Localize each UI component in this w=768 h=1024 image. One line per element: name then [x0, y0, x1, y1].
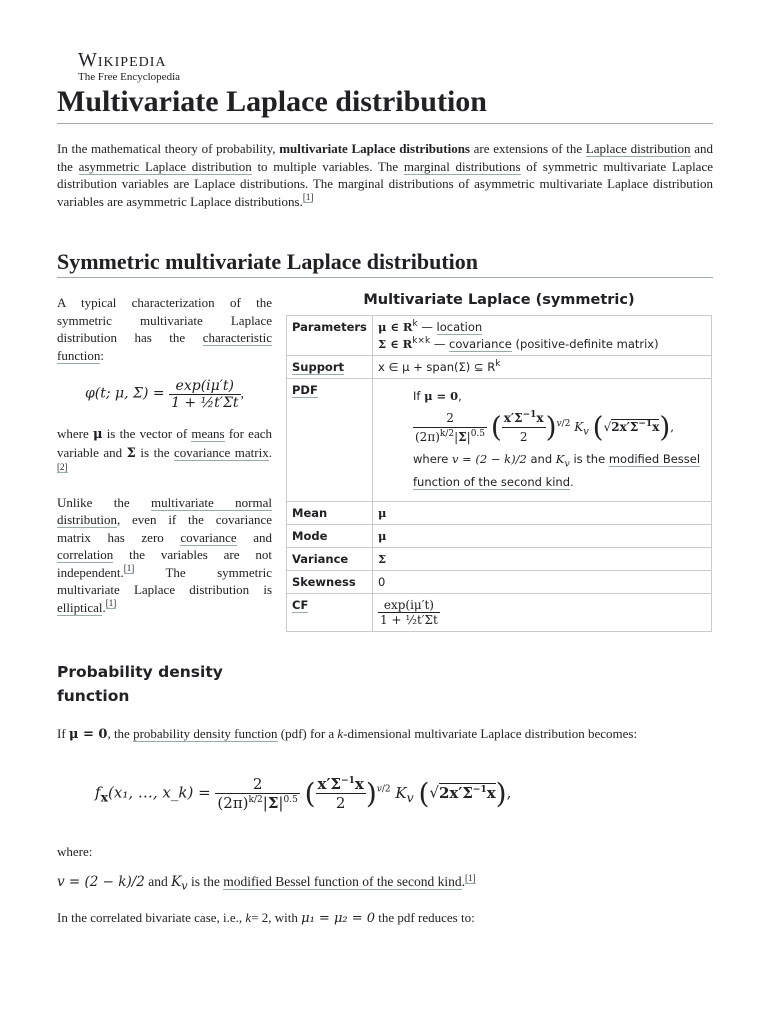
support-link[interactable]: Support: [292, 360, 345, 374]
section-divider: [57, 277, 713, 278]
page-title: Multivariate Laplace distribution: [57, 85, 487, 118]
cf-lhs: φ(t; μ, Σ) =: [85, 385, 170, 402]
corr-text-a: In the correlated bivariate case, i.e.,: [57, 910, 246, 925]
cf-value: [373, 594, 712, 632]
support-value: [373, 356, 712, 379]
infobox-row-parameters: [287, 316, 712, 356]
p2-text-e: .: [268, 444, 272, 460]
corr-text-c: the pdf reduces to:: [375, 910, 475, 925]
pdf-intro-paragraph: [57, 725, 713, 744]
intro-paragraph: [57, 140, 713, 210]
correlation-link[interactable]: correlation: [57, 547, 114, 562]
p2-text-b: is the vector of: [102, 426, 192, 441]
parameters-value: [373, 316, 712, 356]
support-expression: x ∈ μ + span(Σ) ⊆ R: [378, 360, 496, 374]
pdf-intro-t2: (pdf) for a: [277, 726, 338, 741]
pdf-intro-k: k: [337, 726, 344, 741]
corr-mu: μ₁ = μ₂ = 0: [301, 911, 376, 926]
where-label: where:: [57, 844, 93, 859]
mean-label: Mean: [287, 502, 373, 525]
pdf-intro-t1: , the: [107, 726, 134, 741]
formula-f: f: [95, 783, 101, 802]
infobox-row-variance: [287, 548, 712, 571]
variance-value: Σ: [373, 548, 712, 571]
bivariate-paragraph: [57, 909, 713, 928]
characteristic-function-link[interactable]: characteristic function: [57, 330, 272, 363]
formula-f-sub: x: [100, 789, 109, 805]
title-divider: [57, 123, 713, 124]
param-sigma-sup: k×k: [412, 336, 431, 347]
wikipedia-tagline: The Free Encyclopedia: [78, 71, 181, 83]
section-heading-pdf: Probability density function: [57, 663, 223, 705]
elliptical-link[interactable]: elliptical: [57, 599, 103, 615]
pdf-formula-infobox: $\frac{2}{(2\pi)^{k/2}|\Sigma|^{0.5}}$ ( $\frac{x'\Sigma^{-1}x}{2}$ )$^{v/2}$ $K_v$ $(√2x'\Sigma^{-1}x)$,: [415, 410, 675, 444]
cf-infobox-fraction: [378, 598, 440, 627]
infobox-title: Multivariate Laplace (symmetric): [363, 292, 635, 308]
pdf-link[interactable]: PDF: [292, 383, 318, 397]
infobox-row-support: [287, 356, 712, 379]
v-and: and: [144, 874, 172, 889]
kv-sub: v: [181, 879, 188, 893]
pdf-if: If: [413, 389, 425, 403]
pdf-intro-if: If: [57, 726, 69, 741]
p3-text-c: and: [236, 529, 272, 545]
p3-text-a: Unlike the: [57, 494, 151, 510]
left-column: [57, 294, 272, 616]
p3-text-f: .: [102, 599, 106, 615]
pdf-coef-fraction: $\frac{2}{(2\pi)^{k/2}|\Sigma|^{0.5}}$: [415, 411, 486, 444]
wikipedia-wordmark: Wikipedia: [78, 49, 167, 71]
cf-label[interactable]: [287, 594, 373, 632]
sigma-symbol: Σ: [126, 445, 136, 461]
intro-text-5: of symmetric multivariate Laplace distribution variables are Laplace distributions. The marginal distributions of asymmetric multivariate Laplace distribution variables are asymmetric Laplace distributions.: [57, 158, 713, 209]
pdf-intro-t3: -dimensional multivariate Laplace distribution becomes:: [343, 726, 638, 741]
mode-value: μ: [373, 525, 712, 548]
bessel-function-infobox-link[interactable]: modified Bessel function of the second kind: [413, 452, 701, 490]
formula-quadform-fraction: $\frac{x'\Sigma^{-1}x}{2}$: [317, 775, 364, 812]
v-end: .: [461, 874, 466, 889]
kv-symbol: K: [171, 874, 182, 890]
covariance-matrix-link[interactable]: covariance matrix: [173, 444, 269, 460]
parameters-label: Parameters: [287, 316, 373, 356]
intro-bold-term: multivariate Laplace distributions: [279, 141, 470, 156]
reference-1-link-c[interactable]: [1]: [105, 598, 117, 609]
marginal-distributions-link[interactable]: marginal distributions: [403, 158, 521, 174]
mean-covariance-paragraph: [57, 425, 272, 480]
infobox-row-skewness: [287, 571, 712, 594]
param-mu-dash: —: [417, 320, 437, 334]
pdf-value: [373, 379, 712, 502]
characteristic-function-formula: φ(t; μ, Σ) = $\frac{\exp(i\mu't)}{\text{1 + ½t′Σt}}$ ,: [85, 378, 244, 411]
skewness-label: Skewness: [287, 571, 373, 594]
infobox-row-pdf: [287, 379, 712, 502]
cf-infobox-denominator: 1 + ½t′Σt: [380, 613, 438, 628]
independence-paragraph: [57, 494, 272, 617]
param-mu-sup: k: [412, 319, 418, 330]
cf-infobox-numerator: exp(iμ′t): [378, 598, 440, 613]
mu-symbol: μ: [92, 427, 103, 442]
location-link[interactable]: location: [436, 320, 483, 334]
formula-coef-fraction: $\frac{2}{(2\pi)^{k/2}|\Sigma|^{0.5}}$: [217, 775, 298, 812]
pdf-quadform-fraction: $\frac{x'\Sigma^{-1}x}{2}$: [503, 410, 544, 444]
means-link[interactable]: means: [191, 426, 225, 441]
v-is: is the: [187, 874, 224, 889]
formula-args: (x₁, …, x_k) =: [108, 783, 216, 802]
param-mu: μ ∈ R: [378, 320, 413, 334]
p3-text-e: The symmetric multivariate Laplace distribution is: [57, 564, 272, 597]
wikipedia-logo[interactable]: [78, 50, 180, 83]
bessel-function-link[interactable]: modified Bessel function of the second kind: [223, 874, 462, 889]
param-sigma-dash: —: [430, 337, 449, 351]
pdf-label[interactable]: [287, 379, 373, 502]
p2-text-a: where: [57, 426, 93, 441]
cf-link[interactable]: CF: [292, 598, 309, 613]
p3-text-b: , even if the covariance matrix has zero: [57, 512, 272, 545]
intro-text-2: are extensions of the: [470, 141, 586, 156]
laplace-distribution-link[interactable]: Laplace distribution: [585, 141, 691, 156]
v-equation: v = (2 − k)/2: [57, 874, 145, 890]
pdf-intro-condition: μ = 0: [68, 727, 108, 742]
pdf-main-formula: $f_x(x_1$, …, x_k) = $\frac{2}{(2\pi)^{k/2}|\Sigma|^{0.5}}$ ( $\frac{x'\Sigma^{-1}x}{2}$ )$^{v/2}$ $K_v$ $(√2x'\Sigma^{-1}x)$,: [95, 775, 512, 812]
p1-text-b: :: [100, 347, 104, 363]
p2-text-c: for each variable and: [57, 426, 272, 460]
covariance-link[interactable]: covariance: [180, 529, 237, 545]
intro-text-1: In the mathematical theory of probability,: [57, 141, 280, 156]
corr-k: k: [245, 910, 252, 925]
reference-1-link-b[interactable]: [1]: [123, 563, 135, 574]
support-sup: k: [495, 359, 501, 370]
cf-fraction: [169, 378, 240, 411]
pdf-kv-sub: v: [564, 458, 570, 470]
probability-density-function-link[interactable]: probability density function: [133, 726, 278, 741]
pdf-where: where: [413, 452, 452, 466]
infobox-row-mode: [287, 525, 712, 548]
variance-label: Variance: [287, 548, 373, 571]
pdf-end: .: [570, 475, 574, 490]
intro-text-4: to multiple variables. The: [251, 158, 404, 174]
cf-numerator: exp(iμ′t): [169, 378, 240, 395]
reference-1-link[interactable]: [1]: [302, 192, 314, 203]
infobox-row-cf: [287, 594, 712, 632]
intro-text-3: and the: [57, 141, 713, 174]
corr-text-b: = 2, with: [251, 910, 302, 925]
support-label[interactable]: [287, 356, 373, 379]
pdf-condition: μ = 0: [424, 389, 459, 403]
param-sigma: Σ ∈ R: [378, 337, 413, 351]
multivariate-normal-link[interactable]: multivariate normal distribution: [57, 494, 272, 527]
mode-label: Mode: [287, 525, 373, 548]
section-heading-symmetric: Symmetric multivariate Laplace distribution: [57, 249, 479, 274]
pdf-comma: ,: [458, 389, 462, 403]
pdf-and: and: [526, 452, 556, 466]
pdf-is: is the: [569, 452, 609, 466]
p1-text-a: A typical characterization of the symmetric multivariate Laplace distribution has the: [57, 295, 272, 345]
characterization-paragraph: [57, 294, 272, 364]
reference-1-link-d[interactable]: [1]: [465, 872, 476, 883]
reference-2-link[interactable]: [2]: [57, 461, 68, 472]
v-definition: [57, 873, 713, 895]
p2-text-d: is the: [135, 444, 174, 460]
covariance-infobox-link[interactable]: covariance: [449, 337, 512, 351]
pdf-kv: K: [555, 452, 565, 466]
skewness-value: 0: [373, 571, 712, 594]
infobox-row-mean: [287, 502, 712, 525]
pdf-v-eq: v = (2 − k)/2: [451, 452, 527, 466]
p3-text-d: the variables are not independent.: [57, 547, 272, 580]
asymmetric-laplace-link[interactable]: asymmetric Laplace distribution: [78, 158, 252, 174]
param-sigma-tail: (positive-definite matrix): [511, 337, 659, 351]
cf-denominator: 1 + ½t′Σt: [171, 395, 239, 411]
infobox-table: [286, 315, 712, 632]
mean-value: μ: [373, 502, 712, 525]
